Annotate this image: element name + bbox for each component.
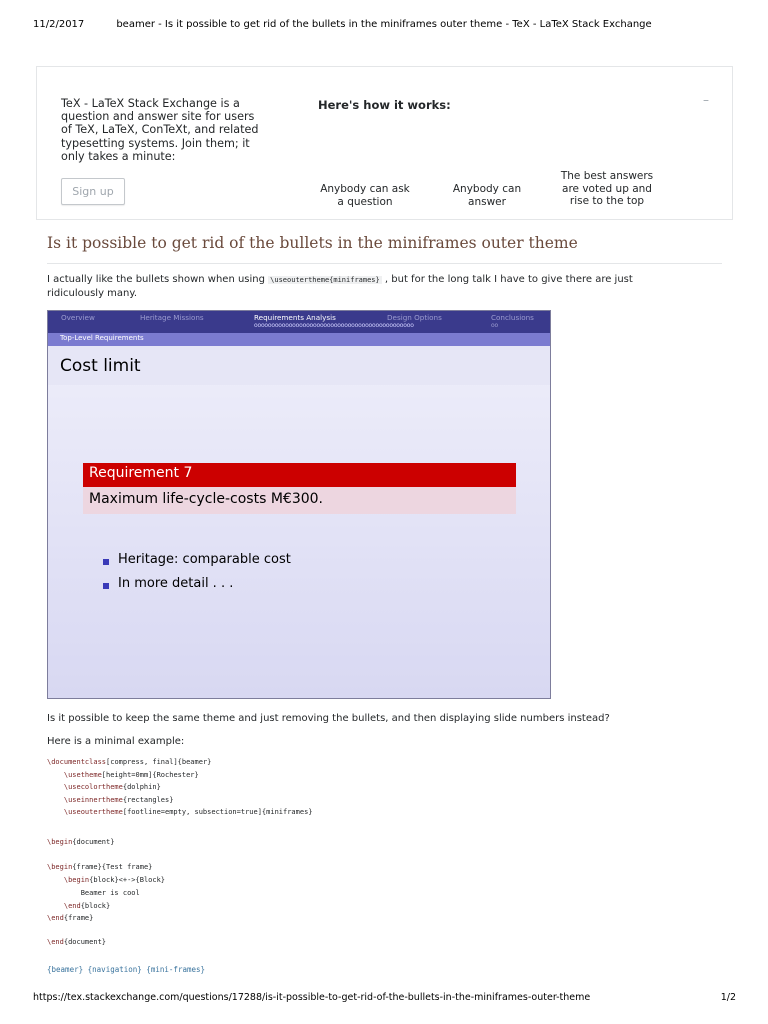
dismiss-icon[interactable]: – xyxy=(703,93,709,107)
signup-button[interactable]: Sign up xyxy=(61,178,125,205)
title-divider xyxy=(47,263,722,264)
question-paragraph-3: Here is a minimal example: xyxy=(47,736,185,747)
code-line: \begin{block}<+->{Block} xyxy=(47,876,166,884)
code-line: \useoutertheme[footline=empty, subsection=true]{miniframes} xyxy=(47,808,313,816)
question-title[interactable]: Is it possible to get rid of the bullets in the miniframes outer theme xyxy=(47,234,578,252)
code-line: \begin{document} xyxy=(47,838,115,846)
square-bullet-icon xyxy=(103,559,109,565)
slide-nav-requirements: Requirements Analysis xyxy=(254,313,336,322)
code-line: \begin{frame}{Test frame} xyxy=(47,863,153,871)
slide-nav-design: Design Options xyxy=(387,313,442,322)
beamer-slide-image xyxy=(47,310,551,699)
block-title: Requirement 7 xyxy=(89,465,193,481)
miniframe-bullets: oooooooooooooooooooooooooooooooooooooooooooooo xyxy=(254,322,414,329)
print-page-number: 1/2 xyxy=(720,992,736,1003)
slide-item-2: In more detail . . . xyxy=(118,576,234,591)
step-answer: Anybody can answer xyxy=(452,183,522,208)
print-url: https://tex.stackexchange.com/questions/17288/is-it-possible-to-get-rid-of-the-bullets-in-the-miniframes-outer-theme xyxy=(33,992,591,1003)
slide-nav-heritage: Heritage Missions xyxy=(140,313,204,322)
p1-text-after: , but for the long talk I have to give there are just ridiculously many. xyxy=(47,274,633,299)
code-line: \useinnertheme{rectangles} xyxy=(47,795,174,804)
inline-code: \useoutertheme{miniframes} xyxy=(270,276,380,284)
print-date: 11/2/2017 xyxy=(33,19,85,30)
code-line: \documentclass[compress, final]{beamer} xyxy=(47,758,212,766)
code-line: \end{frame} xyxy=(47,914,94,922)
square-bullet-icon xyxy=(103,583,109,589)
p1-text-before: I actually like the bullets shown when using xyxy=(47,274,269,285)
slide-nav-overview: Overview xyxy=(61,313,95,322)
miniframe-bullets-conclusions: oo xyxy=(491,322,498,329)
code-line: \usetheme[height=0mm]{Rochester} xyxy=(47,770,199,779)
code-line: \end{block} xyxy=(47,902,111,910)
slide-nav-conclusions: Conclusions xyxy=(491,313,534,322)
subsection-label: Top-Level Requirements xyxy=(60,334,144,342)
question-tags[interactable]: {beamer} {navigation} {mini-frames} xyxy=(47,965,206,974)
code-line: Beamer is cool xyxy=(47,889,140,897)
signup-promo-box xyxy=(36,66,733,220)
code-line: \usecolortheme{dolphin} xyxy=(47,783,161,791)
frame-title: Cost limit xyxy=(60,356,141,376)
site-description: TeX - LaTeX Stack Exchange is a question and answer site for users of TeX, LaTeX, ConTeXt, and related typesetting systems. Join them; it only takes a minute: xyxy=(61,97,259,163)
code-line: \end{document} xyxy=(47,938,107,946)
how-it-works-title: Here's how it works: xyxy=(318,98,451,112)
step-ask: Anybody can ask a question xyxy=(320,183,410,208)
block-body: Maximum life-cycle-costs M€300. xyxy=(89,491,323,507)
question-paragraph-2: Is it possible to keep the same theme and just removing the bullets, and then displaying slide numbers instead? xyxy=(47,713,610,724)
print-page-title: beamer - Is it possible to get rid of the bullets in the miniframes outer theme - TeX - LaTeX Stack Exchange xyxy=(116,19,652,30)
question-paragraph-1 xyxy=(47,273,657,300)
slide-item-1: Heritage: comparable cost xyxy=(118,552,291,567)
step-vote: The best answers are voted up and rise to the top xyxy=(560,170,654,208)
